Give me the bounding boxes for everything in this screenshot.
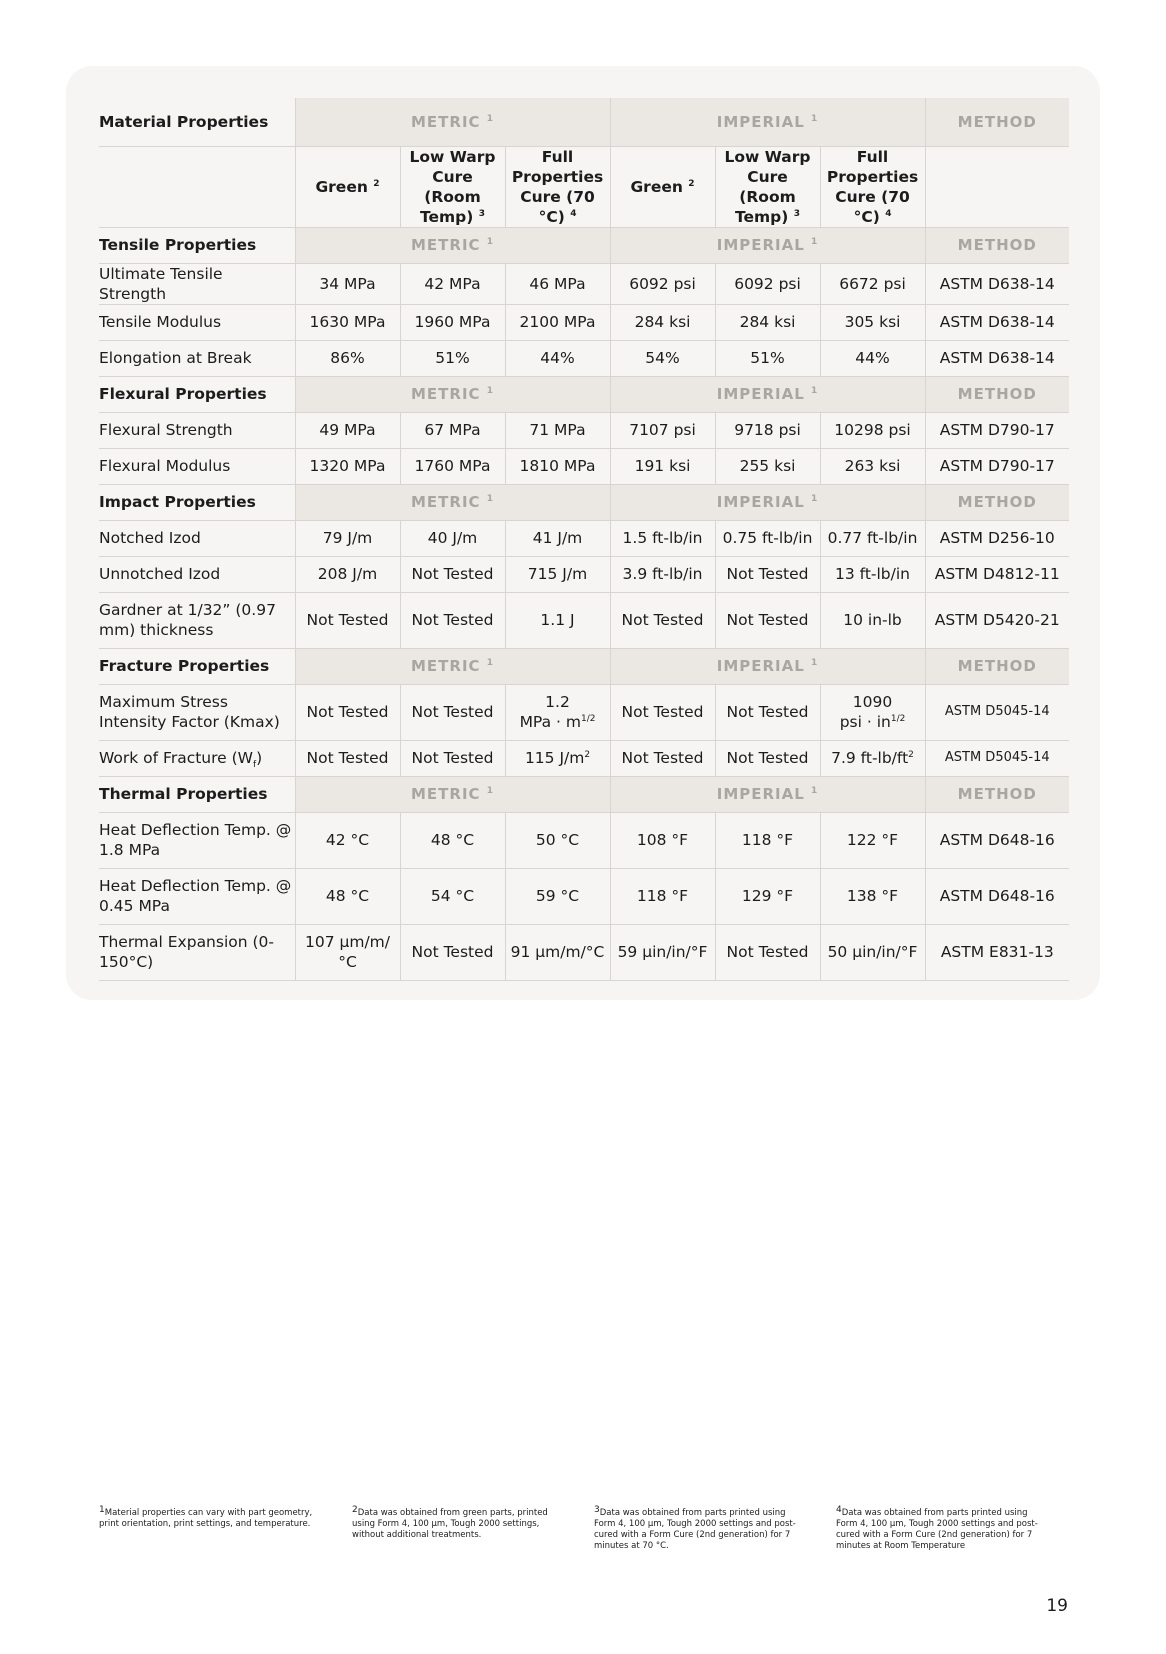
imperial-band: IMPERIAL $^1$ [610, 98, 925, 146]
value-imperial-full-cure [820, 556, 925, 592]
property-label [99, 340, 295, 376]
property-name: Thermal Expansion (0-150°C) [99, 933, 275, 971]
section-row [99, 376, 1069, 412]
section-row [99, 648, 1069, 684]
value-text: 115 J/m [524, 749, 585, 767]
footnote-2: 2Data was obtained from green parts, printed using Form 4, 100 μm, Tough 2000 settings, without additional treatments. [352, 1505, 548, 1540]
value-text: 1.2 [545, 693, 570, 711]
value-text: Not Tested [411, 565, 494, 583]
value-imperial-full-cure [820, 740, 925, 776]
test-method: ASTM D648-16 [925, 812, 1069, 868]
col-header-metric-low-warp: Low Warp Cure (Room Temp) $^3$ [400, 146, 505, 227]
value-text: 48 °C [325, 887, 370, 905]
value-unit-superscript: 2 [584, 749, 591, 760]
metric-band [295, 776, 610, 812]
property-label [99, 684, 295, 740]
value-text: Not Tested [726, 565, 809, 583]
value-metric-low-warp [400, 684, 505, 740]
value-text: 1960 MPa [414, 313, 491, 331]
value-metric-full-cure [505, 924, 610, 980]
value-unit: MPa · m [519, 713, 581, 731]
value-text: Not Tested [621, 703, 704, 721]
table-row [99, 340, 1069, 376]
value-text: 1630 MPa [309, 313, 386, 331]
value-imperial-full-cure [820, 592, 925, 648]
value-imperial-low-warp [715, 812, 820, 868]
value-text: 263 ksi [844, 457, 901, 475]
value-text: 44% [540, 349, 575, 367]
section-row [99, 776, 1069, 812]
value-text: 79 J/m [322, 529, 373, 547]
value-text: 50 °C [535, 831, 580, 849]
column-header-blank [99, 146, 295, 227]
value-metric-low-warp [400, 412, 505, 448]
value-metric-green [295, 263, 400, 304]
property-label [99, 520, 295, 556]
value-imperial-low-warp [715, 556, 820, 592]
value-text: 91 μm/m/°C [510, 943, 605, 961]
value-text: 34 MPa [319, 274, 376, 293]
value-imperial-green [610, 304, 715, 340]
property-name: Maximum Stress Intensity Factor (Kmax) [99, 693, 280, 731]
table-row [99, 924, 1069, 980]
value-metric-low-warp [400, 740, 505, 776]
value-text: Not Tested [306, 611, 389, 629]
value-imperial-green [610, 812, 715, 868]
property-label [99, 812, 295, 868]
value-metric-low-warp [400, 263, 505, 304]
method-band: METHOD [925, 227, 1069, 263]
value-imperial-low-warp [715, 304, 820, 340]
value-imperial-low-warp [715, 448, 820, 484]
value-imperial-green [610, 740, 715, 776]
table-body [99, 98, 1069, 980]
table-row [99, 263, 1069, 304]
value-imperial-low-warp [715, 868, 820, 924]
material-properties-table [99, 98, 1069, 981]
page-number: 19 [1046, 1596, 1068, 1616]
test-method: ASTM D648-16 [925, 868, 1069, 924]
value-imperial-low-warp [715, 684, 820, 740]
metric-footnote-ref: 1 [486, 237, 495, 247]
value-text: 40 J/m [427, 529, 478, 547]
property-label [99, 924, 295, 980]
material-properties-heading: Material Properties [99, 98, 295, 146]
value-metric-low-warp [400, 340, 505, 376]
value-imperial-green [610, 684, 715, 740]
property-name: Work of Fracture (W [99, 749, 253, 767]
value-text: 48 °C [430, 831, 475, 849]
property-name: Heat Deflection Temp. @ 1.8 MPa [99, 821, 292, 859]
header-band-row [99, 98, 1069, 146]
value-unit: psi · in [839, 713, 891, 731]
value-imperial-full-cure [820, 812, 925, 868]
value-metric-green [295, 592, 400, 648]
value-text: 122 °F [846, 831, 899, 849]
value-metric-green [295, 868, 400, 924]
value-text: 6092 psi [734, 274, 801, 293]
imperial-footnote-ref: 1 [811, 494, 819, 504]
col-header-method-blank [925, 146, 1069, 227]
value-text: 41 J/m [532, 529, 583, 547]
value-imperial-green [610, 520, 715, 556]
table-row [99, 684, 1069, 740]
value-text: 1810 MPa [519, 457, 596, 475]
value-metric-green [295, 340, 400, 376]
property-name: Flexural Modulus [99, 457, 231, 475]
table-row [99, 556, 1069, 592]
test-method: ASTM D256-10 [925, 520, 1069, 556]
value-text: 2100 MPa [519, 313, 596, 331]
value-text: Not Tested [621, 611, 704, 629]
method-band: METHOD [925, 776, 1069, 812]
value-metric-green [295, 740, 400, 776]
value-unit-exponent: 1/2 [890, 713, 906, 724]
table-row [99, 448, 1069, 484]
property-label [99, 868, 295, 924]
property-name: Flexural Strength [99, 421, 233, 439]
method-band: METHOD [925, 648, 1069, 684]
property-name: Elongation at Break [99, 349, 252, 367]
value-imperial-full-cure [820, 684, 925, 740]
value-unit-superscript: 2 [908, 749, 914, 760]
table-row [99, 412, 1069, 448]
value-text: 129 °F [741, 887, 794, 905]
value-metric-full-cure [505, 684, 610, 740]
value-metric-full-cure [505, 520, 610, 556]
value-metric-low-warp [400, 448, 505, 484]
value-text: 67 MPa [424, 421, 481, 439]
footnote-3: 3Data was obtained from parts printed using Form 4, 100 μm, Tough 2000 settings and post-cured with a Form Cure (2nd generation) for 7 minutes at 70 °C. [594, 1505, 796, 1551]
value-text: 284 ksi [739, 313, 796, 331]
metric-label: METRIC [410, 657, 481, 675]
value-imperial-low-warp [715, 520, 820, 556]
value-metric-full-cure [505, 812, 610, 868]
value-text: 6092 psi [629, 274, 696, 293]
value-text: 7.9 ft-lb/ft [831, 749, 909, 767]
value-text: 10298 psi [834, 421, 911, 439]
value-text: 50 μin/in/°F [827, 943, 918, 961]
value-text: 0.75 ft-lb/in [722, 529, 813, 547]
property-label [99, 448, 295, 484]
value-text: 7107 psi [629, 421, 696, 439]
imperial-label: IMPERIAL [716, 385, 805, 403]
test-method: ASTM D638-14 [925, 340, 1069, 376]
value-text: Not Tested [306, 749, 389, 767]
value-text: Not Tested [621, 749, 704, 767]
imperial-band [610, 227, 925, 263]
value-text: 9718 psi [734, 421, 801, 439]
value-text: 284 ksi [634, 313, 691, 331]
value-imperial-full-cure [820, 868, 925, 924]
value-imperial-green [610, 924, 715, 980]
metric-label: METRIC [410, 385, 481, 403]
value-metric-low-warp [400, 812, 505, 868]
value-metric-full-cure [505, 304, 610, 340]
value-imperial-low-warp [715, 924, 820, 980]
metric-band [295, 376, 610, 412]
value-metric-full-cure [505, 868, 610, 924]
metric-footnote-ref: 1 [486, 494, 495, 504]
property-label [99, 556, 295, 592]
value-imperial-green [610, 592, 715, 648]
value-metric-green [295, 684, 400, 740]
value-text: 13 ft-lb/in [835, 565, 911, 583]
value-imperial-full-cure [820, 924, 925, 980]
column-header-row [99, 146, 1069, 227]
property-name: Unnotched Izod [99, 565, 221, 583]
value-imperial-green [610, 868, 715, 924]
value-imperial-green [610, 412, 715, 448]
metric-label: METRIC [410, 493, 481, 511]
value-text: Not Tested [726, 749, 809, 767]
value-metric-green [295, 812, 400, 868]
value-metric-low-warp [400, 520, 505, 556]
property-label [99, 304, 295, 340]
col-header-imperial-low-warp: Low Warp Cure (Room Temp) $^3$ [715, 146, 820, 227]
value-unit-exponent: 1/2 [580, 713, 596, 724]
value-text: 46 MPa [529, 274, 586, 293]
value-imperial-low-warp [715, 740, 820, 776]
metric-footnote-ref: 1 [486, 386, 495, 396]
property-name: Ultimate Tensile Strength [99, 264, 223, 303]
test-method: ASTM E831-13 [925, 924, 1069, 980]
value-text: 108 °F [636, 831, 689, 849]
value-text: Not Tested [411, 611, 494, 629]
value-imperial-low-warp [715, 592, 820, 648]
imperial-footnote-ref: 1 [811, 237, 819, 247]
value-text: 118 °F [741, 831, 794, 849]
value-text: 54% [645, 349, 680, 367]
property-label [99, 740, 295, 776]
value-text: 1320 MPa [309, 457, 386, 475]
property-subscript: f [253, 760, 257, 771]
value-metric-full-cure [505, 592, 610, 648]
value-text: 71 MPa [529, 421, 586, 439]
test-method: ASTM D790-17 [925, 448, 1069, 484]
value-imperial-full-cure [820, 304, 925, 340]
value-text: 86% [330, 349, 365, 367]
property-name: Heat Deflection Temp. @ 0.45 MPa [99, 877, 292, 915]
value-text: 42 MPa [424, 274, 481, 293]
value-text: 59 μin/in/°F [617, 943, 708, 961]
section-title: Flexural Properties [99, 376, 295, 412]
imperial-band [610, 648, 925, 684]
value-metric-full-cure [505, 448, 610, 484]
value-text: 54 °C [430, 887, 475, 905]
method-band: METHOD [925, 376, 1069, 412]
table-row [99, 740, 1069, 776]
test-method: ASTM D790-17 [925, 412, 1069, 448]
value-imperial-full-cure [820, 448, 925, 484]
value-text: 3.9 ft-lb/in [622, 565, 703, 583]
value-text: Not Tested [726, 611, 809, 629]
value-text: 0.77 ft-lb/in [827, 529, 918, 547]
value-imperial-green [610, 556, 715, 592]
value-imperial-full-cure [820, 520, 925, 556]
method-band: METHOD [925, 484, 1069, 520]
imperial-label: IMPERIAL [716, 657, 805, 675]
value-metric-green [295, 448, 400, 484]
table-row [99, 304, 1069, 340]
value-imperial-full-cure [820, 263, 925, 304]
section-title: Impact Properties [99, 484, 295, 520]
value-text: Not Tested [411, 703, 494, 721]
value-imperial-low-warp [715, 412, 820, 448]
value-metric-low-warp [400, 556, 505, 592]
value-text: Not Tested [411, 943, 494, 961]
value-imperial-green [610, 448, 715, 484]
value-text: 1760 MPa [414, 457, 491, 475]
metric-label: METRIC [410, 785, 481, 803]
value-text: 49 MPa [319, 421, 376, 439]
col-header-imperial-full-cure: Full Properties Cure (70 °C) $^4$ [820, 146, 925, 227]
imperial-footnote-ref: 1 [811, 786, 819, 796]
value-text: 6672 psi [839, 274, 906, 293]
metric-footnote-ref: 1 [486, 658, 495, 668]
value-metric-low-warp [400, 304, 505, 340]
imperial-label: IMPERIAL [716, 785, 805, 803]
value-text: Not Tested [411, 749, 494, 767]
value-metric-green [295, 924, 400, 980]
value-text: 1.5 ft-lb/in [622, 529, 703, 547]
imperial-footnote-ref: 1 [811, 386, 819, 396]
value-metric-low-warp [400, 924, 505, 980]
value-text: 51% [750, 349, 785, 367]
test-method: ASTM D638-14 [925, 304, 1069, 340]
imperial-label: IMPERIAL [716, 493, 805, 511]
value-text: 305 ksi [844, 313, 901, 331]
section-title: Fracture Properties [99, 648, 295, 684]
property-label [99, 412, 295, 448]
value-text: 59 °C [535, 887, 580, 905]
section-title: Tensile Properties [99, 227, 295, 263]
test-method: ASTM D4812-11 [925, 556, 1069, 592]
value-text: Not Tested [726, 943, 809, 961]
method-band: METHOD [925, 98, 1069, 146]
value-metric-green [295, 304, 400, 340]
value-imperial-low-warp [715, 263, 820, 304]
metric-footnote-ref: 1 [486, 786, 495, 796]
metric-band [295, 484, 610, 520]
value-imperial-full-cure [820, 412, 925, 448]
metric-band: METRIC $^1$ [295, 98, 610, 146]
section-row [99, 484, 1069, 520]
metric-band [295, 648, 610, 684]
property-name: Notched Izod [99, 529, 201, 547]
table-row [99, 592, 1069, 648]
value-metric-green [295, 412, 400, 448]
section-row [99, 227, 1069, 263]
table-row [99, 520, 1069, 556]
value-metric-low-warp [400, 592, 505, 648]
value-imperial-green [610, 263, 715, 304]
value-text: 107 μm/m/°C [304, 933, 390, 971]
value-text: 208 J/m [317, 565, 378, 583]
imperial-band [610, 376, 925, 412]
value-text: 1.1 J [540, 611, 575, 629]
value-metric-full-cure [505, 340, 610, 376]
value-imperial-low-warp [715, 340, 820, 376]
test-method: ASTM D5045-14 [925, 684, 1069, 740]
value-metric-full-cure [505, 556, 610, 592]
value-metric-full-cure [505, 263, 610, 304]
imperial-label: IMPERIAL [716, 236, 805, 254]
value-text: 138 °F [846, 887, 899, 905]
section-title: Thermal Properties [99, 776, 295, 812]
property-label [99, 263, 295, 304]
property-name: Tensile Modulus [99, 313, 222, 331]
value-text: 44% [855, 349, 890, 367]
value-text: 1090 [852, 693, 893, 711]
footnote-1: 1Material properties can vary with part geometry, print orientation, print settings, and temperature. [99, 1505, 313, 1529]
value-imperial-green [610, 340, 715, 376]
metric-label: METRIC [410, 236, 481, 254]
value-text: 715 J/m [527, 565, 588, 583]
value-text: Not Tested [726, 703, 809, 721]
property-name: Gardner at 1/32” (0.97 mm) thickness [99, 601, 276, 639]
col-header-imperial-green: Green $^2$ [610, 146, 715, 227]
table-row [99, 812, 1069, 868]
value-metric-full-cure [505, 740, 610, 776]
value-metric-low-warp [400, 868, 505, 924]
footnote-4: 4Data was obtained from parts printed using Form 4, 100 μm, Tough 2000 settings and post-cured with a Form Cure (2nd generation) for 7 minutes at Room Temperature [836, 1505, 1038, 1551]
value-text: 10 in-lb [843, 611, 902, 629]
table-row [99, 868, 1069, 924]
col-header-metric-full-cure: Full Properties Cure (70 °C) $^4$ [505, 146, 610, 227]
imperial-band [610, 484, 925, 520]
imperial-footnote-ref: 1 [811, 658, 819, 668]
value-text: 255 ksi [739, 457, 796, 475]
value-text: 191 ksi [634, 457, 691, 475]
property-name-end: ) [256, 749, 263, 767]
value-text: 51% [435, 349, 470, 367]
value-text: Not Tested [306, 703, 389, 721]
property-label [99, 592, 295, 648]
value-metric-green [295, 556, 400, 592]
col-header-metric-green: Green $^2$ [295, 146, 400, 227]
test-method: ASTM D5045-14 [925, 740, 1069, 776]
test-method: ASTM D5420-21 [925, 592, 1069, 648]
value-metric-green [295, 520, 400, 556]
value-metric-full-cure [505, 412, 610, 448]
value-imperial-full-cure [820, 340, 925, 376]
imperial-band [610, 776, 925, 812]
value-text: 42 °C [325, 831, 370, 849]
value-text: 118 °F [636, 887, 689, 905]
metric-band [295, 227, 610, 263]
test-method: ASTM D638-14 [925, 263, 1069, 304]
